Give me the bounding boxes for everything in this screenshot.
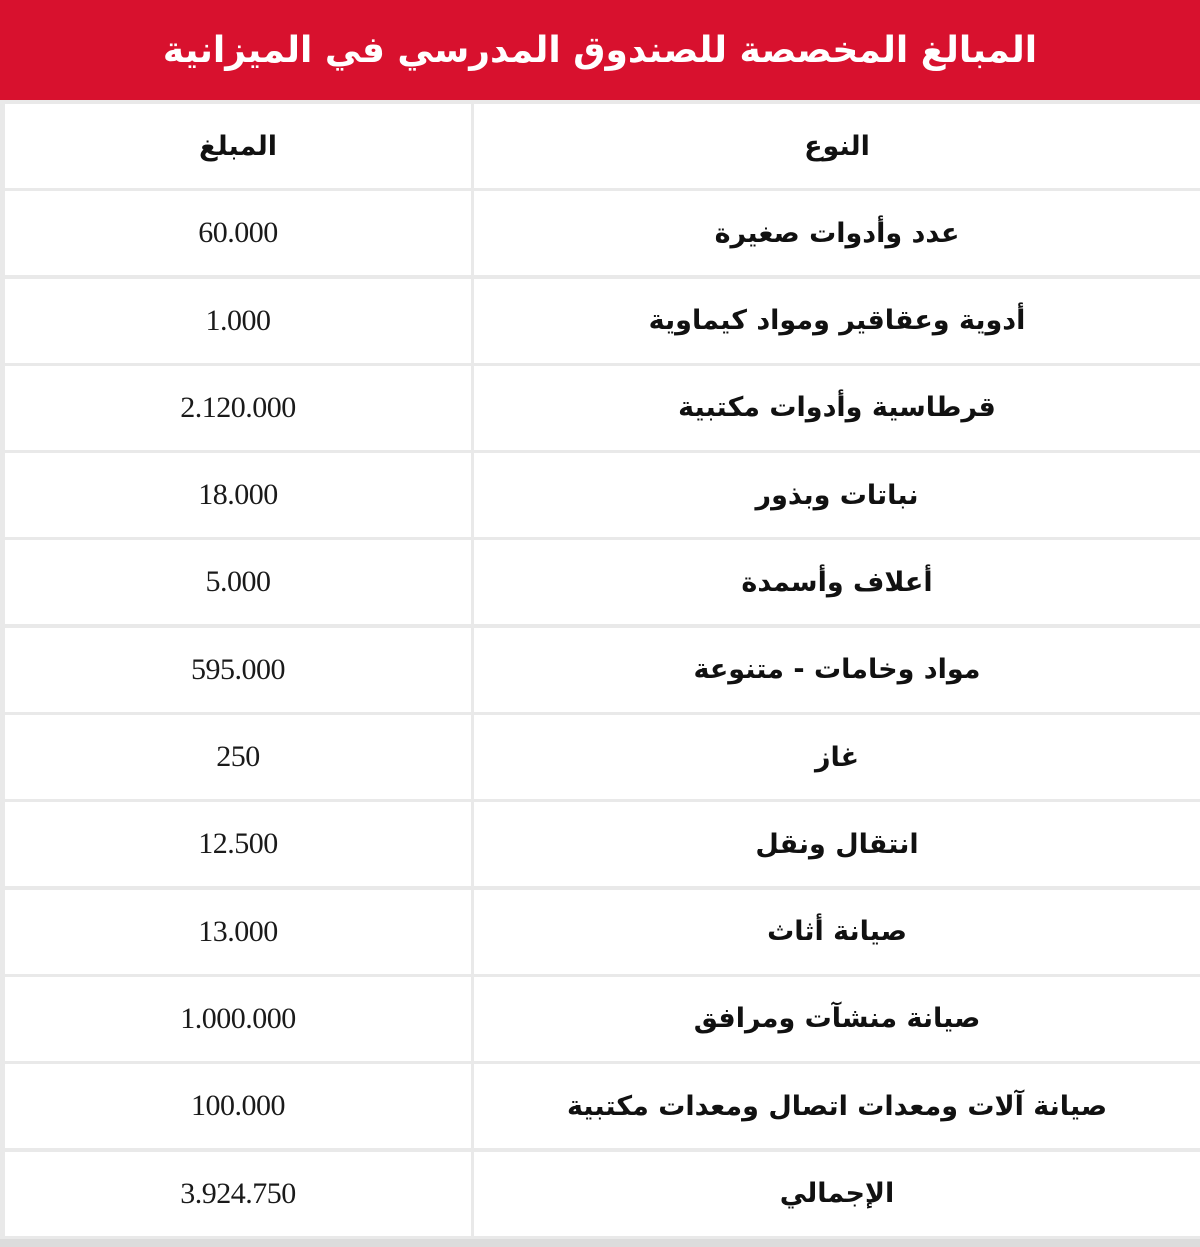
row-type: صيانة منشآت ومرافق [474, 977, 1200, 1061]
table-header-row [0, 104, 1200, 188]
table-row [0, 890, 1200, 974]
header-amount: المبلغ [5, 104, 471, 188]
table-row [0, 977, 1200, 1061]
row-amount: 13.000 [5, 890, 471, 974]
table-row [0, 191, 1200, 275]
total-amount: 3.924.750 [5, 1152, 471, 1236]
table-row [0, 628, 1200, 712]
row-amount: 5.000 [5, 540, 471, 624]
title-bar [0, 0, 1200, 100]
table-row [0, 802, 1200, 886]
row-type: أدوية وعقاقير ومواد كيماوية [474, 279, 1200, 363]
row-type: نباتات وبذور [474, 453, 1200, 537]
table-row [0, 540, 1200, 624]
row-amount: 18.000 [5, 453, 471, 537]
table-row [0, 453, 1200, 537]
row-amount: 1.000 [5, 279, 471, 363]
row-type: صيانة أثاث [474, 890, 1200, 974]
budget-table [0, 104, 1200, 1239]
row-amount: 60.000 [5, 191, 471, 275]
row-type: انتقال ونقل [474, 802, 1200, 886]
row-amount: 2.120.000 [5, 366, 471, 450]
row-type: مواد وخامات - متنوعة [474, 628, 1200, 712]
table-row [0, 715, 1200, 799]
row-type: أعلاف وأسمدة [474, 540, 1200, 624]
table-row [0, 366, 1200, 450]
row-amount: 100.000 [5, 1064, 471, 1148]
row-type: صيانة آلات ومعدات اتصال ومعدات مكتبية [474, 1064, 1200, 1148]
page-title: المبالغ المخصصة للصندوق المدرسي في الميزانية [162, 29, 1038, 71]
bottom-border [0, 1239, 1200, 1247]
total-label: الإجمالي [474, 1152, 1200, 1236]
row-amount: 12.500 [5, 802, 471, 886]
total-row [0, 1152, 1200, 1236]
row-amount: 1.000.000 [5, 977, 471, 1061]
table-row [0, 1064, 1200, 1148]
row-type: قرطاسية وأدوات مكتبية [474, 366, 1200, 450]
row-amount: 250 [5, 715, 471, 799]
row-type: غاز [474, 715, 1200, 799]
row-type: عدد وأدوات صغيرة [474, 191, 1200, 275]
table-row [0, 279, 1200, 363]
header-type: النوع [474, 104, 1200, 188]
row-amount: 595.000 [5, 628, 471, 712]
